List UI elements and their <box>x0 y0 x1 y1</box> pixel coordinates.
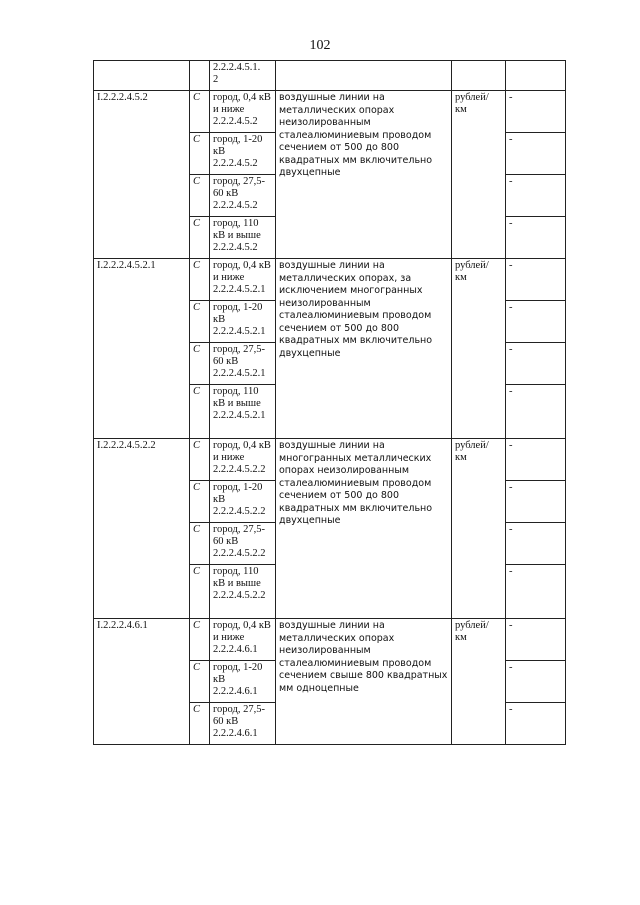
value-cell: - <box>506 385 566 439</box>
code-cell: I.2.2.2.4.5.2.1 <box>94 259 190 439</box>
value-cell: - <box>506 343 566 385</box>
value-cell: - <box>506 301 566 343</box>
region-cell: город, 0,4 кВ и ниже 2.2.2.4.6.1 <box>210 619 276 661</box>
unit-cell: рублей/ км <box>452 91 506 259</box>
category-cell: С <box>190 175 210 217</box>
value-cell <box>506 61 566 91</box>
category-cell: С <box>190 661 210 703</box>
value-cell: - <box>506 439 566 481</box>
category-cell: С <box>190 301 210 343</box>
value-cell: - <box>506 523 566 565</box>
region-cell: город, 110 кВ и выше 2.2.2.4.5.2.2 <box>210 565 276 619</box>
category-cell: С <box>190 343 210 385</box>
table-row <box>94 619 566 661</box>
region-cell: город, 0,4 кВ и ниже 2.2.2.4.5.2 <box>210 91 276 133</box>
category-cell: С <box>190 523 210 565</box>
category-cell: С <box>190 133 210 175</box>
region-cell: город, 27,5-60 кВ 2.2.2.4.5.2 <box>210 175 276 217</box>
category-cell: С <box>190 259 210 301</box>
table-row <box>94 91 566 133</box>
category-cell: С <box>190 565 210 619</box>
region-cell: город, 1-20 кВ 2.2.2.4.5.2.2 <box>210 481 276 523</box>
table-row <box>94 61 566 91</box>
region-cell: город, 1-20 кВ 2.2.2.4.5.2 <box>210 133 276 175</box>
description-cell <box>276 61 452 91</box>
description-cell: воздушные линии на металлических опорах неизолированным сталеалюминиевым проводом сечением свыше 800 квадратных мм одноцепные <box>276 619 452 745</box>
region-cell: город, 110 кВ и выше 2.2.2.4.5.2 <box>210 217 276 259</box>
unit-cell: рублей/ км <box>452 619 506 745</box>
value-cell: - <box>506 259 566 301</box>
description-cell: воздушные линии на металлических опорах неизолированным сталеалюминиевым проводом сечением от 500 до 800 квадратных мм включительно двухцепные <box>276 91 452 259</box>
value-cell: - <box>506 703 566 745</box>
region-cell: город, 0,4 кВ и ниже 2.2.2.4.5.2.1 <box>210 259 276 301</box>
region-cell: город, 110 кВ и выше 2.2.2.4.5.2.1 <box>210 385 276 439</box>
code-cell <box>94 61 190 91</box>
region-cell <box>210 61 276 91</box>
table-body <box>94 61 566 745</box>
tariff-table <box>93 60 566 745</box>
category-cell: С <box>190 439 210 481</box>
category-cell: С <box>190 481 210 523</box>
code-cell: I.2.2.2.4.5.2 <box>94 91 190 259</box>
region-text: 2.2.2.4.5.1. 2 <box>213 62 261 85</box>
category-cell <box>190 61 210 91</box>
description-cell: воздушные линии на многогранных металлических опорах неизолированным сталеалюминиевым проводом сечением от 500 до 800 квадратных мм включительно двухцепные <box>276 439 452 619</box>
code-cell: I.2.2.2.4.6.1 <box>94 619 190 745</box>
category-cell: С <box>190 385 210 439</box>
category-cell: С <box>190 91 210 133</box>
region-cell: город, 1-20 кВ 2.2.2.4.5.2.1 <box>210 301 276 343</box>
region-cell: город, 27,5-60 кВ 2.2.2.4.5.2.1 <box>210 343 276 385</box>
region-cell: город, 1-20 кВ 2.2.2.4.6.1 <box>210 661 276 703</box>
value-cell: - <box>506 619 566 661</box>
region-cell: город, 0,4 кВ и ниже 2.2.2.4.5.2.2 <box>210 439 276 481</box>
value-cell: - <box>506 565 566 619</box>
value-cell: - <box>506 175 566 217</box>
unit-cell: рублей/ км <box>452 439 506 619</box>
description-cell: воздушные линии на металлических опорах, за исключением многогранных неизолированным сталеалюминиевым проводом сечением от 500 до 800 квадратных мм включительно двухцепные <box>276 259 452 439</box>
category-cell: С <box>190 703 210 745</box>
category-cell: С <box>190 217 210 259</box>
value-cell: - <box>506 217 566 259</box>
value-cell: - <box>506 133 566 175</box>
unit-cell: рублей/ км <box>452 259 506 439</box>
region-cell: город, 27,5-60 кВ 2.2.2.4.6.1 <box>210 703 276 745</box>
table-row <box>94 439 566 481</box>
value-cell: - <box>506 481 566 523</box>
code-cell: I.2.2.2.4.5.2.2 <box>94 439 190 619</box>
category-cell: С <box>190 619 210 661</box>
table-row <box>94 259 566 301</box>
page-number: 102 <box>309 38 331 53</box>
value-cell: - <box>506 661 566 703</box>
unit-cell <box>452 61 506 91</box>
value-cell: - <box>506 91 566 133</box>
region-cell: город, 27,5-60 кВ 2.2.2.4.5.2.2 <box>210 523 276 565</box>
